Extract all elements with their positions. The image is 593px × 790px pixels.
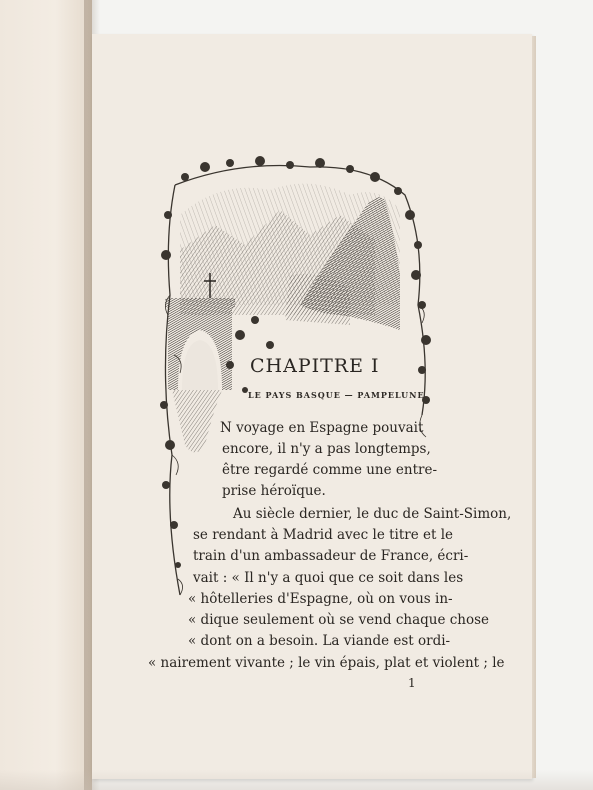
chapter-title: CHAPITRE I — [250, 355, 380, 377]
body-line: N voyage en Espagne pouvait — [220, 420, 424, 436]
body-line: « dique seulement où se vend chaque chose — [188, 612, 490, 628]
chapter-subtitle: LE PAYS BASQUE — PAMPELUNE — [248, 390, 425, 400]
page-number: 1 — [408, 676, 416, 690]
table-surface — [0, 770, 593, 790]
body-line: « hôtelleries d'Espagne, où on vous in- — [188, 591, 453, 607]
body-line: prise héroïque. — [222, 483, 326, 499]
body-line: train d'un ambassadeur de France, écri- — [193, 548, 469, 564]
body-line: Au siècle dernier, le duc de Saint-Simon, — [233, 506, 512, 522]
body-line: vait : « Il n'y a quoi que ce soit dans les — [193, 570, 464, 586]
body-line: « dont on a besoin. La viande est ordi- — [188, 633, 451, 649]
left-page — [0, 0, 92, 790]
body-line: être regardé comme une entre- — [222, 462, 438, 478]
body-line: se rendant à Madrid avec le titre et le — [193, 527, 454, 543]
body-line: encore, il n'y a pas longtemps, — [222, 441, 431, 457]
body-line: « nairement vivante ; le vin épais, plat et violent ; le — [148, 655, 505, 671]
page-edge — [532, 36, 536, 778]
